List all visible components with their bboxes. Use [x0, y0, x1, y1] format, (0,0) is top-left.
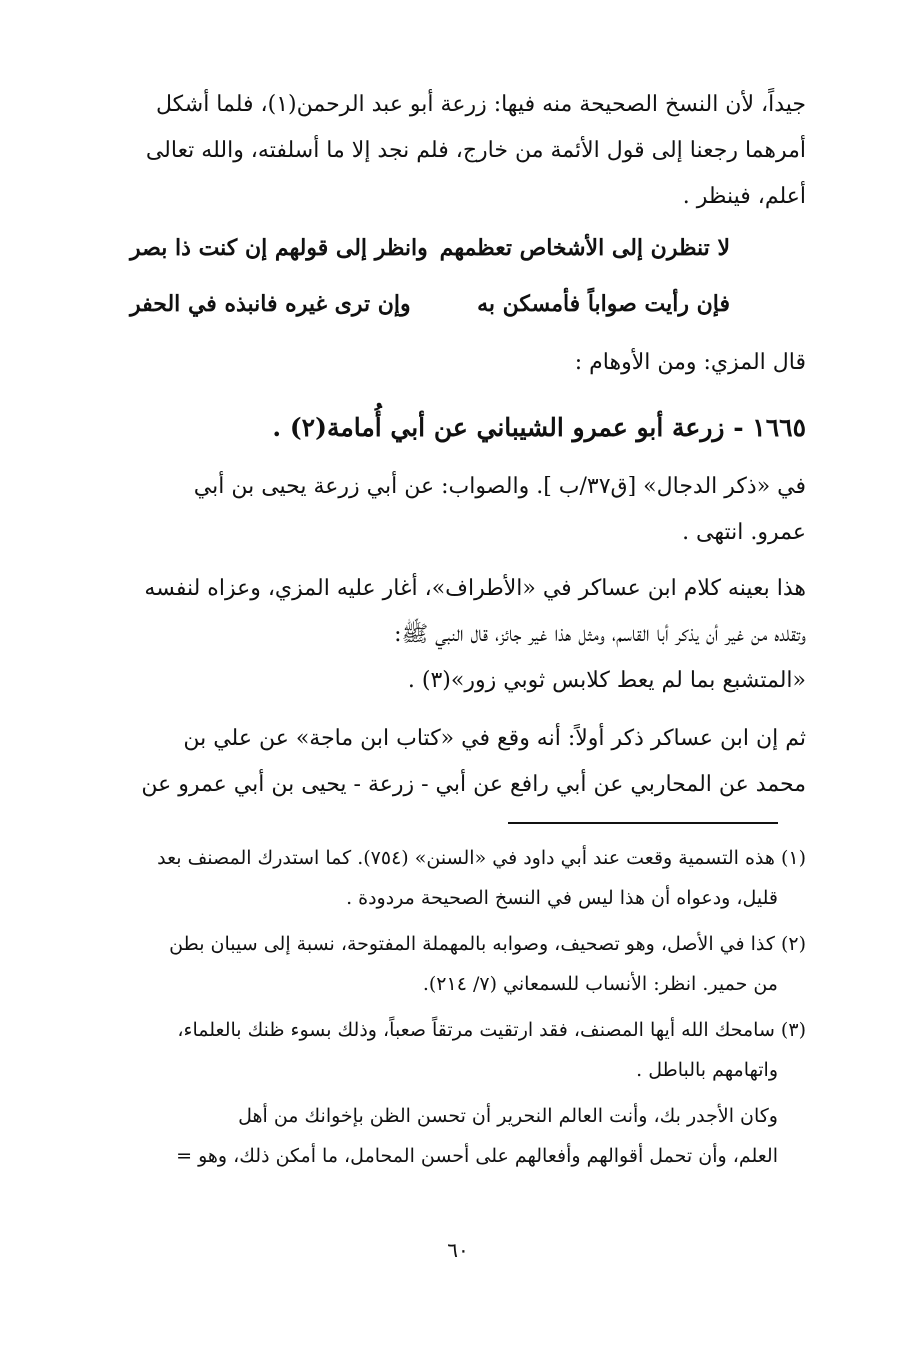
poem-verse-1	[130, 228, 730, 268]
poem-hemistich-right: فإن رأيت صواباً فأمسكن به	[477, 291, 730, 317]
paragraph-2	[106, 464, 806, 556]
paragraph-1	[106, 82, 806, 220]
footnote-1-line: (١) هذه التسمية وقعت عند أبي داود في «السنن» (٧٥٤). كما استدرك المصنف بعد	[157, 847, 806, 869]
footnote-3-line: وكان الأجدر بك، وأنت العالم النحرير أن تحسن الظن بإخوانك من أهل	[238, 1105, 778, 1127]
body-line: وتقلده من غير أن يذكر أبا القاسم، ومثل هذا غير جائز، قال النبي ﷺ:	[394, 622, 806, 647]
qal-line: قال المزي: ومن الأوهام :	[574, 350, 806, 375]
body-line: في «ذكر الدجال» [ق٣٧/ب ]. والصواب: عن أبي زرعة يحيى بن أبي	[193, 474, 806, 499]
poem-hemistich-right: لا تنظرن إلى الأشخاص تعظمهم	[439, 235, 730, 261]
poem-hemistich-left: وانظر إلى قولهم إن كنت ذا بصر	[130, 235, 428, 261]
footnote-3-line: العلم، وأن تحمل أقوالهم وأفعالهم على أحسن المحامل، ما أمكن ذلك، وهو =	[176, 1145, 778, 1167]
page-number: ٦٠	[447, 1238, 469, 1262]
body-line: هذا بعينه كلام ابن عساكر في «الأطراف»، أغار عليه المزي، وعزاه لنفسه	[144, 576, 806, 601]
body-line: ثم إن ابن عساكر ذكر أولاً: أنه وقع في «كتاب ابن ماجة» عن علي بن	[183, 726, 806, 751]
footnote-3-line: واتهامهم بالباطل .	[636, 1059, 778, 1081]
body-line: محمد عن المحاربي عن أبي رافع عن أبي - زرعة - يحيى بن أبي عمرو عن	[141, 772, 806, 797]
body-line: «المتشبع بما لم يعط كلابس ثوبي زور»(٣) .	[407, 668, 806, 693]
paragraph-3	[106, 566, 806, 704]
footnote-divider	[508, 822, 778, 824]
qal-line-block	[106, 340, 806, 386]
poem-verse-2	[130, 284, 730, 324]
entry-heading: ١٦٦٥ - زرعة أبو عمرو الشيباني عن أبي أُمامة(٢) .	[272, 413, 806, 442]
paragraph-4	[106, 716, 806, 808]
footnote-3-line: (٣) سامحك الله أيها المصنف، فقد ارتقيت مرتقاً صعباً، وذلك بسوء ظنك بالعلماء،	[177, 1019, 806, 1041]
footnote-2-line: من حمير. انظر: الأنساب للسمعاني (٧/ ٢١٤).	[422, 973, 778, 995]
poem-hemistich-left: وإن ترى غيره فانبذه في الحفر	[130, 291, 411, 317]
body-line: أمرهما رجعنا إلى قول الأئمة من خارج، فلم نجد إلا ما أسلفته، والله تعالى	[145, 138, 806, 163]
body-line: أعلم، فينظر .	[682, 184, 806, 209]
body-line: جيداً، لأن النسخ الصحيحة منه فيها: زرعة أبو عبد الرحمن(١)، فلما أشكل	[155, 92, 806, 117]
body-line: عمرو. انتهى .	[682, 520, 806, 545]
footnotes	[106, 838, 806, 1176]
footnote-2-line: (٢) كذا في الأصل، وهو تصحيف، وصوابه بالمهملة المفتوحة، نسبة إلى سيبان بطن	[169, 933, 806, 955]
footnote-1-line: قليل، ودعواه أن هذا ليس في النسخ الصحيحة مردودة .	[346, 887, 778, 909]
